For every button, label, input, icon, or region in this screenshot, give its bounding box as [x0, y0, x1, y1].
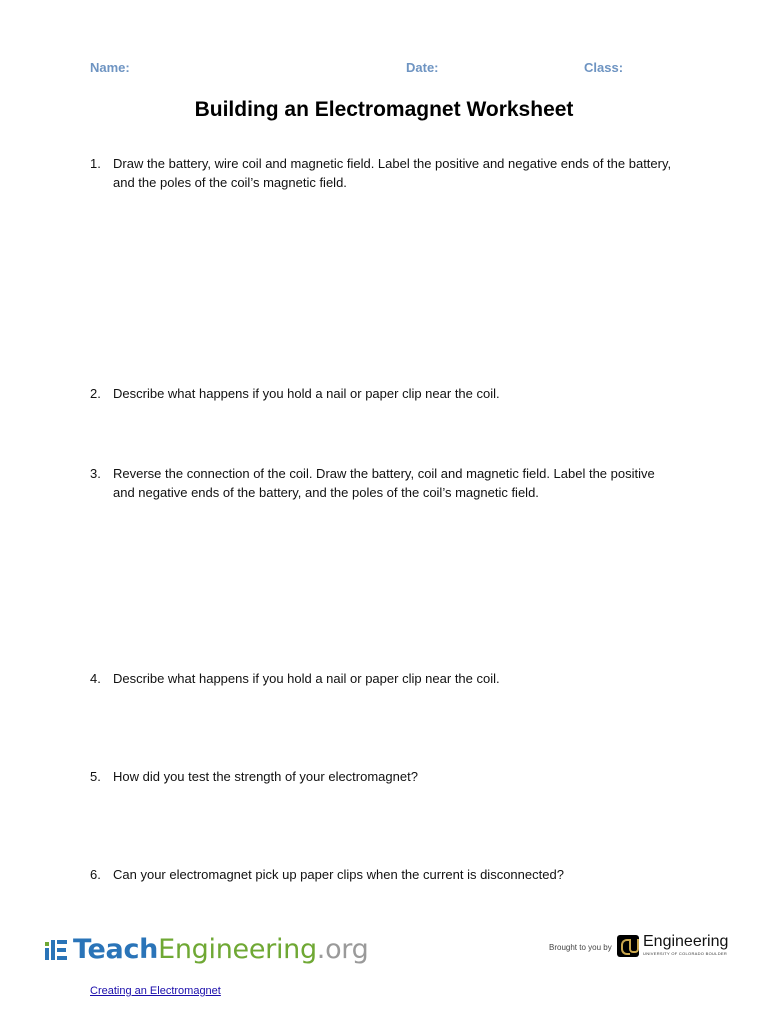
date-label: Date:	[406, 60, 439, 75]
question-text: Describe what happens if you hold a nail or paper clip near the coil.	[113, 386, 500, 401]
worksheet-title: Building an Electromagnet Worksheet	[194, 98, 574, 121]
cu-icon	[617, 935, 639, 957]
teachengineering-icon	[45, 938, 67, 960]
partner-name: Engineering	[643, 933, 729, 950]
question-number: 5.	[90, 769, 101, 784]
question-text: How did you test the strength of your electromagnet?	[113, 769, 418, 784]
question-item	[90, 767, 680, 786]
question-number: 6.	[90, 867, 101, 882]
cu-text	[643, 933, 728, 956]
logo-text-org: .org	[316, 933, 369, 965]
question-item	[90, 669, 680, 688]
question-text: Draw the battery, wire coil and magnetic field. Label the positive and negative ends of the battery, and the poles of the coil’s magnetic field.	[113, 156, 672, 190]
question-item	[90, 464, 680, 502]
question-item	[90, 384, 680, 403]
question-text: Describe what happens if you hold a nail or paper clip near the coil.	[113, 671, 500, 686]
question-item	[90, 154, 680, 192]
question-text: Reverse the connection of the coil. Draw the battery, coil and magnetic field. Label the positive and negative ends of the battery, and the poles of the coil’s magnetic field.	[113, 466, 655, 500]
logo-text-engineering: Engineering	[158, 933, 317, 965]
class-label: Class:	[584, 60, 624, 75]
question-number: 4.	[90, 671, 101, 686]
cu-engineering-logo	[617, 933, 728, 957]
teachengineering-logo	[45, 932, 368, 966]
question-number: 1.	[90, 156, 101, 171]
name-label: Name:	[90, 60, 130, 75]
question-text: Can your electromagnet pick up paper clips when the current is disconnected?	[113, 867, 564, 882]
question-number: 3.	[90, 466, 101, 481]
creating-electromagnet-link[interactable]: Creating an Electromagnet	[90, 985, 221, 997]
question-number: 2.	[90, 386, 101, 401]
brought-to-you-by: Brought to you by	[549, 943, 612, 952]
partner-subtitle: UNIVERSITY OF COLORADO BOULDER	[643, 951, 728, 956]
question-item	[90, 865, 680, 884]
logo-text-teach: Teach	[73, 933, 159, 965]
student-info-header	[0, 60, 768, 78]
logo-text	[73, 934, 368, 965]
